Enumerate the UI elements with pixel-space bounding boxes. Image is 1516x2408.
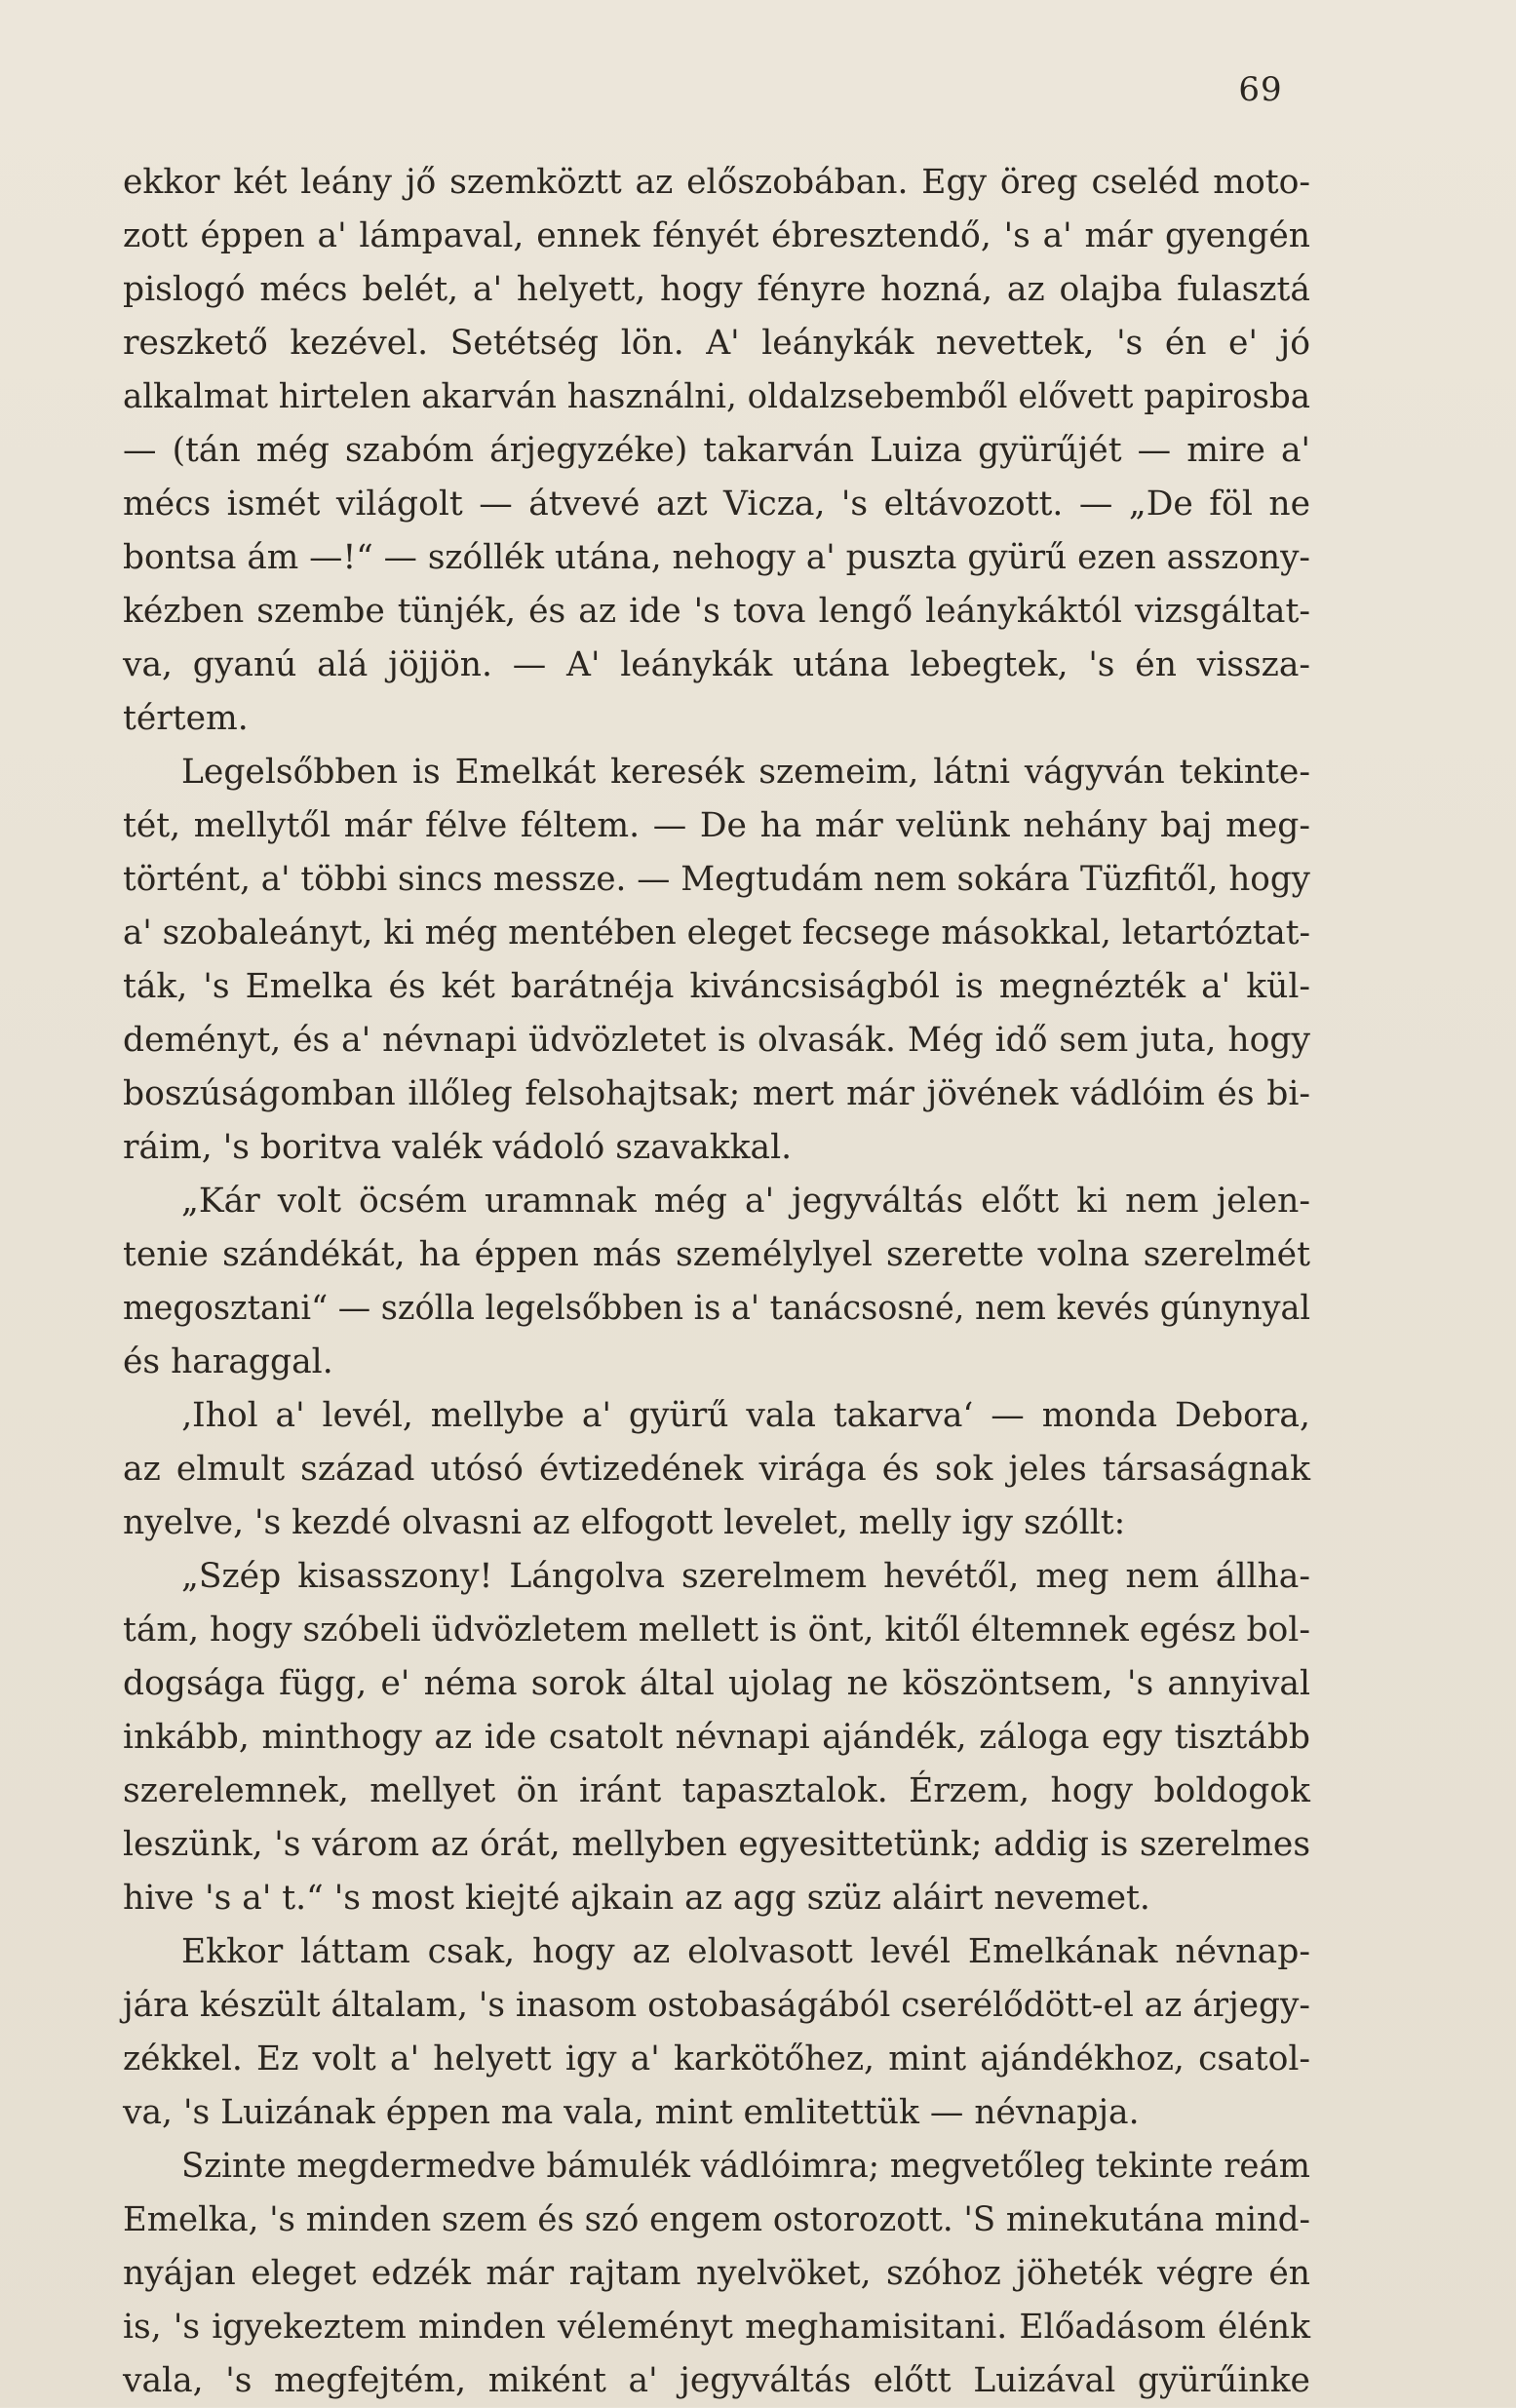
- text-line: inkább, minthogy az ide csatolt névnapi ajándék, záloga egy tisztább: [123, 1718, 1310, 1757]
- text-line: tenie szándékát, ha éppen más személylyel szerette volna szerelmét: [123, 1235, 1310, 1274]
- text-line: „Szép kisasszony! Lángolva szerelmem hevétől, meg nem állha-: [181, 1557, 1311, 1596]
- text-line: jára készült általam, 's inasom ostobaságából cserélődött-el az árjegy-: [123, 1986, 1310, 2025]
- text-line: nyájan eleget edzék már rajtam nyelvöket, szóhoz jöheték végre én: [123, 2254, 1311, 2293]
- text-line: tét, mellytől már félve féltem. — De ha már velünk nehány baj meg-: [123, 806, 1310, 845]
- text-line: alkalmat hirtelen akarván használni, oldalzsebemből elővett papirosba: [123, 377, 1311, 416]
- text-line: „Kár volt öcsém uramnak még a' jegyváltás előtt ki nem jelen-: [181, 1182, 1311, 1221]
- text-line: zékkel. Ez volt a' helyett igy a' karkötőhez, mint ajándékhoz, csatol-: [123, 2039, 1311, 2078]
- text-line: is, 's igyekeztem minden véleményt meghamisitani. Előadásom élénk: [123, 2308, 1311, 2347]
- text-line: történt, a' többi sincs messze. — Megtudám nem sokára Tüzfitől, hogy: [123, 860, 1310, 899]
- text-line: reszkető kezével. Setétség lön. A' leánykák nevettek, 's én e' jó: [123, 324, 1310, 363]
- text-line: zott éppen a' lámpaval, ennek fényét ébresztendő, 's a' már gyengén: [123, 216, 1310, 255]
- text-line: ták, 's Emelka és két barátnéja kiváncsiságból is megnézték a' kül-: [123, 967, 1311, 1006]
- text-line: Legelsőbben is Emelkát keresék szemeim, látni vágyván tekinte-: [181, 753, 1310, 792]
- text-line: — (tán még szabóm árjegyzéke) takarván Luiza gyürűjét — mire a': [123, 431, 1311, 470]
- text-line: dogsága függ, e' néma sorok által ujolag ne köszöntsem, 's annyival: [123, 1664, 1311, 1703]
- text-line: leszünk, 's várom az órát, mellyben egyesittetünk; addig is szerelmes: [123, 1825, 1311, 1864]
- text-line: ‚Ihol a' levél, mellybe a' gyürű vala takarva‘ — monda Debora,: [181, 1396, 1310, 1435]
- text-line: az elmult század utósó évtizedének virága és sok jeles társaságnak: [123, 1450, 1311, 1489]
- text-line: bontsa ám —!“ — szóllék utána, nehogy a' puszta gyürű ezen asszony-: [123, 538, 1311, 577]
- text-line: Szinte megdermedve bámulék vádlóimra; megvetőleg tekinte reám: [181, 2147, 1310, 2186]
- text-line: ekkor két leány jő szemköztt az előszobában. Egy öreg cseléd moto-: [123, 163, 1311, 202]
- text-line: va, 's Luizának éppen ma vala, mint emlitettük — névnapja.: [123, 2093, 1140, 2132]
- text-line: Ekkor láttam csak, hogy az elolvasott levél Emelkának névnap-: [181, 1932, 1310, 1971]
- text-line: nyelve, 's kezdé olvasni az elfogott levelet, melly igy szóllt:: [123, 1503, 1126, 1542]
- text-line: tám, hogy szóbeli üdvözletem mellett is önt, kitől éltemnek egész bol-: [123, 1611, 1310, 1650]
- page-number: 69: [1238, 70, 1283, 109]
- text-line: tértem.: [123, 699, 249, 738]
- text-line: kézben szembe tünjék, és az ide 's tova lengő leánykáktól vizsgáltat-: [123, 592, 1311, 631]
- text-line: vala, 's megfejtém, miként a' jegyváltás előtt Luizával gyürűinke: [123, 2361, 1310, 2400]
- text-line: ráim, 's boritva valék vádoló szavakkal.: [123, 1128, 793, 1167]
- text-line: mécs ismét világolt — átvevé azt Vicza, 's eltávozott. — „De föl ne: [123, 485, 1310, 524]
- body-text: [123, 156, 1310, 2408]
- text-line: szerelemnek, mellyet ön iránt tapasztalok. Érzem, hogy boldogok: [123, 1771, 1310, 1810]
- text-line: pislogó mécs belét, a' helyett, hogy fényre hozná, az olajba fulasztá: [123, 270, 1310, 309]
- text-line: boszúságomban illőleg felsohajtsak; mert már jövének vádlóim és bi-: [123, 1074, 1311, 1113]
- text-line: hive 's a' t.“ 's most kiejté ajkain az agg szüz aláirt nevemet.: [123, 1879, 1150, 1918]
- text-line: és haraggal.: [123, 1342, 333, 1381]
- text-line: megosztani“ — szólla legelsőbben is a' tanácsosné, nem kevés gúnynyal: [123, 1289, 1311, 1328]
- text-line: a' szobaleányt, ki még mentében eleget fecsege másokkal, letartóztat-: [123, 913, 1311, 952]
- text-line: deményt, és a' névnapi üdvözletet is olvasák. Még idő sem juta, hogy: [123, 1021, 1310, 1060]
- text-line: va, gyanú alá jöjjön. — A' leánykák utána lebegtek, 's én vissza-: [123, 645, 1311, 684]
- text-line: Emelka, 's minden szem és szó engem ostorozott. 'S minekutána mind-: [123, 2200, 1310, 2239]
